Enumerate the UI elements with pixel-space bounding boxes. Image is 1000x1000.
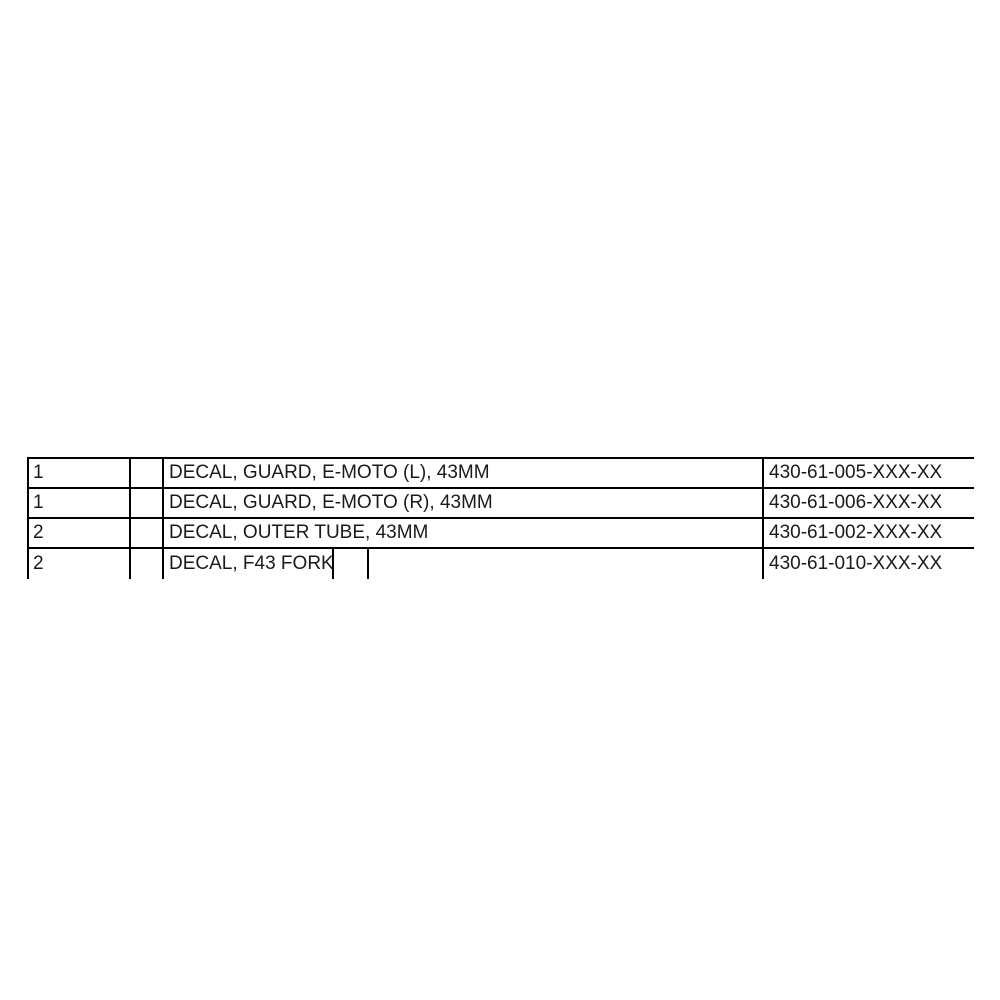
- empty-subcell: [367, 549, 762, 579]
- empty-cell: [131, 459, 164, 487]
- description-cell: DECAL, GUARD, E-MOTO (L), 43MM: [164, 459, 764, 487]
- empty-cell: [131, 489, 164, 517]
- table-row: [29, 489, 974, 519]
- part-number-cell: 430-61-010-XXX-XX: [769, 553, 943, 574]
- table-row: [29, 459, 974, 489]
- parts-table: [27, 457, 974, 579]
- qty-cell: 2: [29, 519, 131, 547]
- description-cell: [164, 549, 764, 579]
- description-text: DECAL, F43 FORK: [169, 553, 334, 574]
- qty-cell: 2: [29, 549, 131, 579]
- description-cell: DECAL, OUTER TUBE, 43MM: [164, 519, 764, 547]
- empty-cell: [131, 519, 164, 547]
- part-number-cell: 430-61-002-XXX-XX: [769, 522, 943, 543]
- table-row: [29, 519, 974, 549]
- table-row: [29, 549, 974, 579]
- empty-cell: [131, 549, 164, 579]
- part-number-cell: 430-61-006-XXX-XX: [769, 492, 943, 513]
- empty-subcell: [332, 549, 367, 579]
- description-cell: DECAL, GUARD, E-MOTO (R), 43MM: [164, 489, 764, 517]
- part-number-cell: 430-61-005-XXX-XX: [769, 462, 943, 483]
- qty-cell: 1: [29, 489, 131, 517]
- qty-cell: 1: [29, 459, 131, 487]
